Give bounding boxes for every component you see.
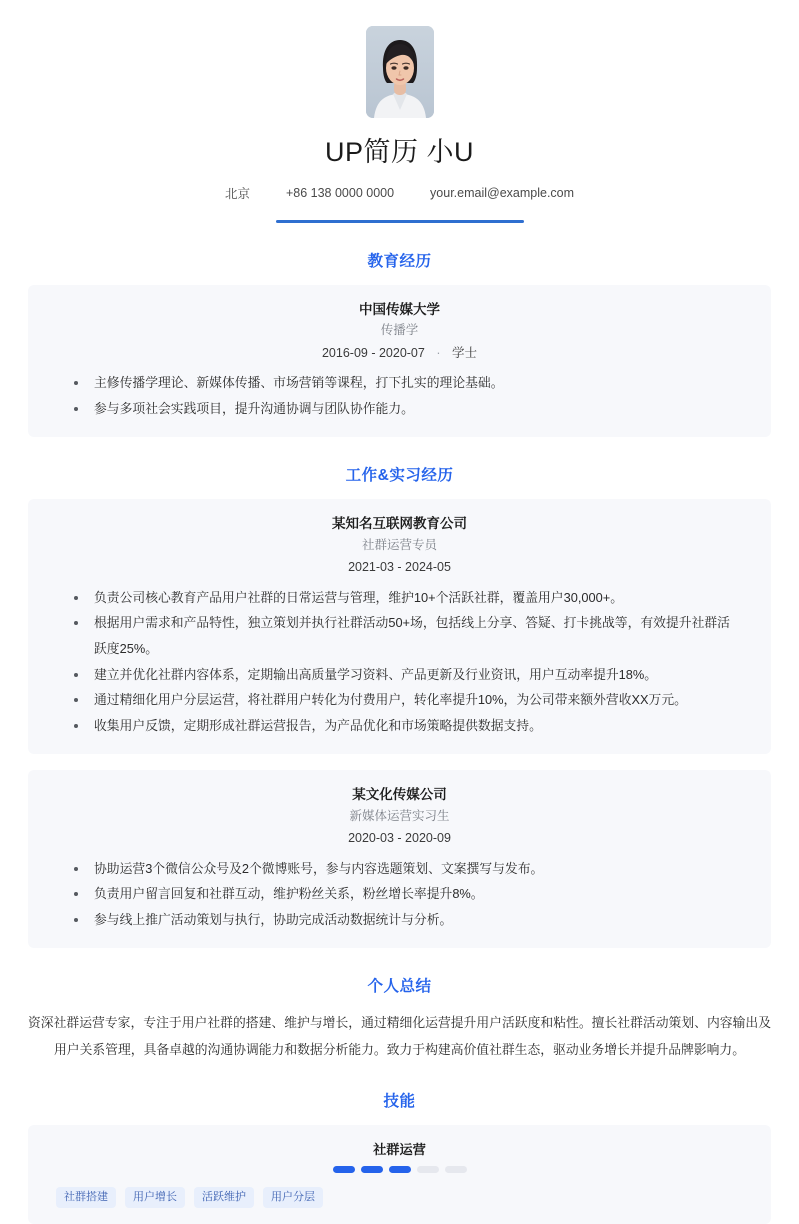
skill-level-bar — [333, 1166, 355, 1173]
education-bullets — [28, 370, 771, 421]
list-item: 协助运营3个微信公众号及2个微博账号，参与内容选题策划、文案撰写与发布。 — [28, 856, 771, 882]
experience-date: 2021-03 - 2024-05 — [348, 560, 451, 575]
skill-tag: 用户增长 — [125, 1187, 185, 1208]
list-item: 收集用户反馈，定期形成社群运营报告，为产品优化和市场策略提供数据支持。 — [28, 713, 771, 739]
education-separator: · — [436, 345, 441, 360]
skill-tag: 活跃维护 — [194, 1187, 254, 1208]
resume-header — [0, 0, 799, 223]
education-entry-card — [28, 285, 771, 438]
skill-card — [28, 1125, 771, 1224]
avatar-photo-icon — [366, 26, 434, 118]
list-item: 参与线上推广活动策划与执行，协助完成活动数据统计与分析。 — [28, 907, 771, 933]
contact-location: 北京 — [224, 187, 250, 202]
experience-bullets — [28, 585, 771, 739]
experience-role: 社群运营专员 — [361, 538, 437, 553]
experience-company: 某文化传媒公司 — [352, 787, 447, 803]
summary-text: 资深社群运营专家，专注于用户社群的搭建、维护与增长，通过精细化运营提升用户活跃度和粘性。擅长社群活动策划、内容输出及用户关系管理，具备卓越的沟通协调能力和数据分析能力。致力于构建高价值社群生态，驱动业务增长并提升品牌影响力。 — [28, 1015, 771, 1057]
list-item: 主修传播学理论、新媒体传播、市场营销等课程，打下扎实的理论基础。 — [28, 370, 771, 396]
education-degree: 学士 — [451, 345, 477, 360]
skill-level-bar — [389, 1166, 411, 1173]
section-title-summary: 个人总结 — [367, 978, 432, 996]
section-summary — [0, 974, 799, 1062]
experience-entry-card — [28, 770, 771, 948]
skill-level-bar — [445, 1166, 467, 1173]
list-item: 通过精细化用户分层运营，将社群用户转化为付费用户，转化率提升10%，为公司带来额外营收XX万元。 — [28, 687, 771, 713]
skill-tag: 社群搭建 — [56, 1187, 116, 1208]
list-item: 参与多项社会实践项目，提升沟通协调与团队协作能力。 — [28, 396, 771, 422]
experience-role: 新媒体运营实习生 — [349, 808, 450, 823]
list-item: 根据用户需求和产品特性，独立策划并执行社群活动50+场，包括线上分享、答疑、打卡挑战等，有效提升社群活跃度25%。 — [28, 610, 771, 661]
section-title-education: 教育经历 — [367, 252, 432, 270]
experience-entry-head — [28, 513, 771, 578]
skill-block — [28, 1139, 771, 1173]
header-divider — [276, 220, 524, 223]
experience-bullets — [28, 856, 771, 933]
skill-name: 社群运营 — [373, 1141, 426, 1157]
experience-date: 2020-03 - 2020-09 — [348, 831, 451, 846]
list-item: 负责用户留言回复和社群互动，维护粉丝关系，粉丝增长率提升8%。 — [28, 881, 771, 907]
section-title-experience: 工作&实习经历 — [345, 467, 454, 485]
section-skills — [0, 1089, 799, 1224]
education-meta — [28, 342, 771, 365]
skill-tag: 用户分层 — [263, 1187, 323, 1208]
contact-phone: +86 138 0000 0000 — [285, 186, 395, 201]
experience-entry-head — [28, 784, 771, 849]
skill-level-bars — [28, 1166, 771, 1173]
skill-level-bar — [417, 1166, 439, 1173]
skill-tag-row — [28, 1173, 771, 1208]
skill-level-bar — [361, 1166, 383, 1173]
list-item: 建立并优化社群内容体系，定期输出高质量学习资料、产品更新及行业资讯，用户互动率提升18%。 — [28, 662, 771, 688]
avatar — [366, 26, 434, 118]
education-entry-head — [28, 299, 771, 364]
contact-email: your.email@example.com — [430, 186, 575, 201]
experience-company: 某知名互联网教育公司 — [332, 516, 467, 532]
section-education — [0, 249, 799, 438]
contact-row — [0, 184, 799, 202]
section-title-skills: 技能 — [383, 1092, 416, 1110]
education-date: 2016-09 - 2020-07 — [321, 345, 425, 360]
experience-entry-card — [28, 499, 771, 754]
education-major: 传播学 — [380, 323, 419, 338]
full-name: UP简历 小U — [324, 137, 474, 167]
list-item: 负责公司核心教育产品用户社群的日常运营与管理，维护10+个活跃社群，覆盖用户30,000+。 — [28, 585, 771, 611]
section-experience — [0, 463, 799, 948]
education-school: 中国传媒大学 — [359, 301, 440, 317]
